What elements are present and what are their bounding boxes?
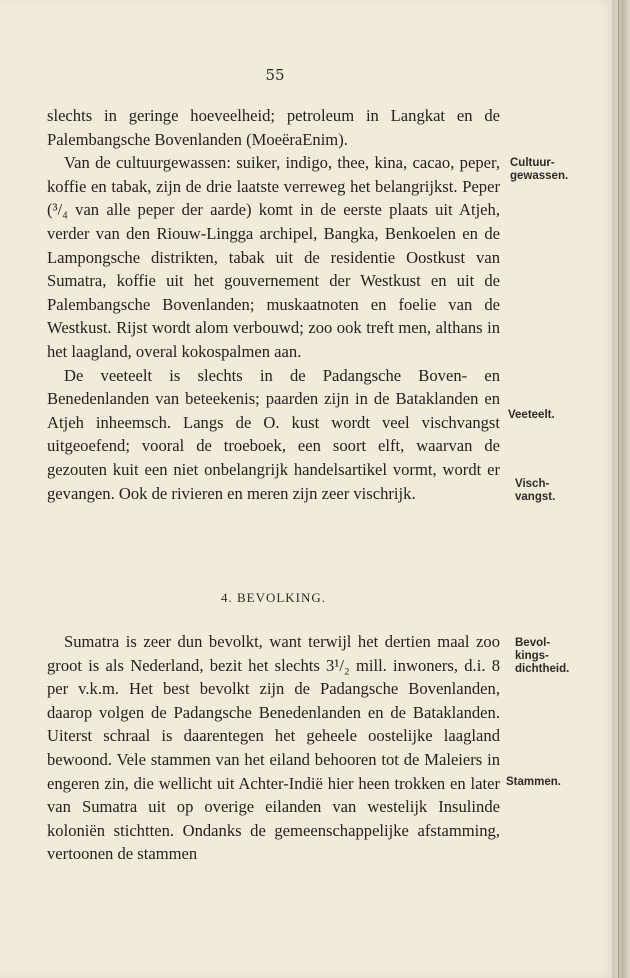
margin-note-cultuurgewassen xyxy=(510,157,568,183)
margin-note-line: vangst. xyxy=(515,491,556,503)
paragraph: slechts in geringe hoeveelheid; petroleum in Langkat en de Palembangsche Bovenlanden (MoeëraEnim). xyxy=(47,106,500,149)
page-number: 55 xyxy=(265,66,285,84)
margin-note-line: kings- xyxy=(515,650,549,662)
main-text xyxy=(47,104,500,505)
section-text xyxy=(47,630,500,866)
margin-note-stammen: Stammen. xyxy=(506,776,561,788)
margin-note-vischvangst xyxy=(515,478,555,504)
margin-note-line: Bevol- xyxy=(515,637,551,649)
margin-note-bevolkingsdichtheid xyxy=(515,637,569,676)
section-heading: 4. BEVOLKING. xyxy=(220,590,327,605)
margin-note-line: dichtheid. xyxy=(515,663,570,675)
margin-note-veeteelt: Veeteelt. xyxy=(508,409,555,421)
margin-note-line: Cultuur- xyxy=(510,157,555,169)
margin-note-line: gewassen. xyxy=(510,170,569,182)
paragraph: De veeteelt is slechts in de Padangsche Boven- en Benedenlanden van beteekenis; paarden zijn in de Bataklanden en Atjeh inheemsch. Langs de O. kust wordt veel vischvangst uitgeoefend; vooral de troeboek, een soort elft, waarvan de gezouten kuit een niet onbelangrijk handelsartikel vormt, wordt er gevangen. Ook de rivieren en meren zijn zeer vischrijk. xyxy=(47,365,500,503)
margin-note-line: Visch- xyxy=(515,478,550,490)
page-edge-line xyxy=(618,0,619,978)
paragraph: Sumatra is zeer dun bevolkt, want terwijl het dertien maal zoo groot is als Nederland, bezit het slechts 3¹/₂ mill. inwoners, d.i. 8 per v.k.m. Het best bevolkt zijn de Padangsche Bovenlanden, daarop volgen de Padangsche Benedenlanden en de Bataklanden. Uiterst schraal is daarentegen het geheele oostelijke laagland bewoond. Vele stammen van het eiland behooren tot de Maleiers in engeren zin, die wellicht uit Achter-Indië hier heen trokken en later van Sumatra uit op overige eilanden van westelijk Insulinde koloniën stichtten. Ondanks de gemeenschappelijke afstamming, vertoonen de stammen xyxy=(47,632,500,864)
page-edge xyxy=(612,0,630,978)
paragraph: Van de cultuurgewassen: suiker, indigo, thee, kina, cacao, peper, koffie en tabak, zijn de drie laatste verreweg het belangrijkst. Peper (³/₄ van alle peper der aarde) komt in de eerste plaats uit Atjeh, verder van den Riouw-Lingga archipel, Bangka, Benkoelen en de Lampongsche distrikten, tabak uit de residentie Oostkust van Sumatra, koffie uit het gouvernement der Westkust en uit de Palembangsche Bovenlanden; muskaatnoten en foelie van de Westkust. Rijst wordt alom verbouwd; zoo ook treft men, althans in het laagland, overal kokospalmen aan. xyxy=(47,153,500,361)
